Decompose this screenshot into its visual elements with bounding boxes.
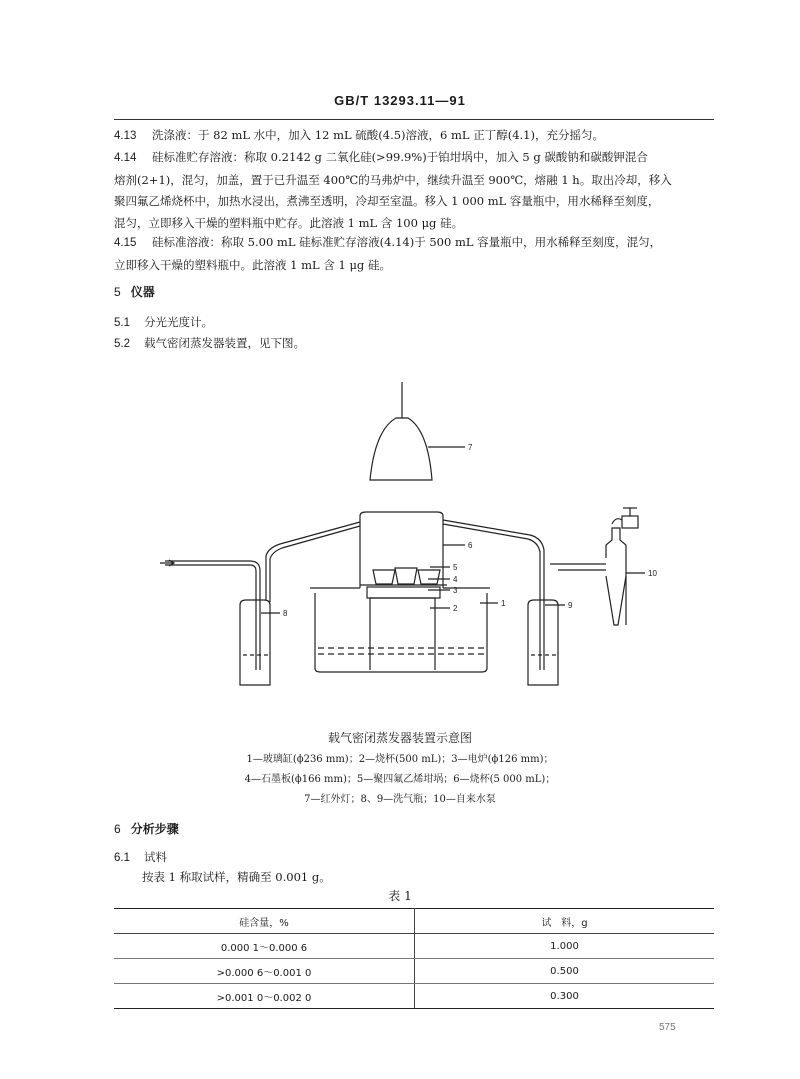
section-heading-5 [114,283,155,300]
ptfe-crucible-5 [373,570,395,584]
wash-bottle-9 [528,600,558,685]
table-row [114,959,714,984]
gas-inlet-tube [250,561,260,670]
table-1 [114,908,714,1009]
infrared-lamp [370,418,432,480]
table-header-row [114,909,714,934]
table-cell: 0.500 [415,959,715,984]
paragraph-text: 洗涤液：于 82 mL 水中，加入 12 mL 硫酸(4.5)溶液，6 mL 正丁醇(4.1)，充分摇匀。 [152,128,604,142]
gas-inlet-tube [250,565,256,670]
clause-number: 4.13 [114,130,137,142]
item-5-1 [114,314,213,330]
table-cell: >0.000 6～0.001 0 [114,959,415,984]
paragraph-text: 硅标准贮存溶液：称取 0.2142 g 二氧化硅(>99.9%)于铂坩埚中，加入 5 g 碳酸钠和碳酸钾混合 [152,150,648,164]
page-number: 575 [659,1022,676,1033]
column-header: 试 料，g [415,909,715,934]
label-7: 7 [468,443,473,452]
paragraph-text: 聚四氟乙烯烧杯中，加热水浸出，煮沸至透明，冷却至室温。移入 1 000 mL 容量瓶中，用水稀释至刻度， [114,194,660,208]
figure-caption-line: 4—石墨板(ϕ166 mm)；5—聚四氟乙烯坩埚；6—烧杯(5 000 mL)； [244,774,556,785]
item-number: 6.1 [114,852,130,864]
column-header: 硅含量，% [114,909,415,934]
paragraph-text: 混匀，立即移入干燥的塑料瓶中贮存。此溶液 1 mL 含 100 μg 硅。 [114,215,464,230]
table-cell: 0.300 [415,984,715,1009]
table-cell: 0.000 1～0.000 6 [114,934,415,959]
table-cell: >0.001 0～0.002 0 [114,984,415,1009]
section-title: 分析步骤 [130,822,179,836]
graphite-plate-4 [367,587,440,598]
table-cell: 1.000 [415,934,715,959]
section-title: 仪器 [130,285,155,299]
apparatus-svg [160,380,670,710]
connecting-tube [270,526,360,602]
label-8: 8 [283,609,288,618]
label-1: 1 [501,599,506,608]
figure-caption-line: 1—玻璃缸(ϕ236 mm)；2—烧杯(500 mL)；3—电炉(ϕ126 mm)； [246,754,554,765]
item-number: 5.2 [114,338,130,350]
item-text: 载气密闭蒸发器装置，见下图。 [144,336,305,350]
beaker-6 [360,512,443,588]
label-10: 10 [648,569,657,578]
clause-number: 4.15 [114,237,137,249]
table-row [114,984,714,1009]
water-pump-10 [606,528,626,625]
section-heading-6 [114,820,179,837]
section-number: 5 [114,285,121,299]
label-4: 4 [453,575,458,584]
connecting-tube [443,524,540,670]
paragraph-text: 立即移入干燥的塑料瓶中。此溶液 1 mL 含 1 μg 硅。 [114,257,391,272]
item-5-2 [114,335,305,351]
subsection-6-1 [114,849,167,865]
table-title: 表 1 [388,889,412,903]
glass-vessel-1 [315,593,487,672]
faucet-spout [612,519,622,524]
item-text: 试料 [144,850,167,864]
paragraph-text: 硅标准溶液：称取 5.00 mL 硅标准贮存溶液(4.14)于 500 mL 容量瓶中，用水稀释至刻度，混匀， [152,235,662,249]
label-3: 3 [453,586,458,595]
water-pump-10 [606,576,626,625]
label-5: 5 [453,563,458,572]
paragraph-4-15 [114,232,714,276]
label-6: 6 [468,541,473,550]
paragraph-4-13 [114,125,714,148]
ptfe-crucible-5 [395,568,417,584]
label-2: 2 [453,604,458,613]
paragraph-4-14 [114,147,714,234]
apparatus-diagram [160,380,670,710]
table-row [114,934,714,959]
ptfe-crucible-5 [418,570,440,584]
label-9: 9 [568,601,573,610]
figure-caption-line: 7—红外灯；8、9—洗气瓶；10—自来水泵 [304,794,496,805]
beaker-2 [370,598,435,670]
figure-caption-title: 载气密闭蒸发器装置示意图 [327,731,472,745]
paragraph-text: 熔剂(2+1)，混匀，加盖，置于已升温至 400℃的马弗炉中，继续升温至 900℃，熔融 1 h。取出冷却，移入 [114,172,672,187]
instruction-text: 按表 1 称取试样，精确至 0.001 g。 [142,870,331,884]
standard-number-header: GB/T 13293.11—91 [334,93,466,108]
item-text: 分光光度计。 [144,315,213,329]
section-number: 6 [114,822,121,836]
item-number: 5.1 [114,317,130,329]
header-rule [114,119,714,120]
faucet [622,516,638,528]
clause-number: 4.14 [114,152,137,164]
